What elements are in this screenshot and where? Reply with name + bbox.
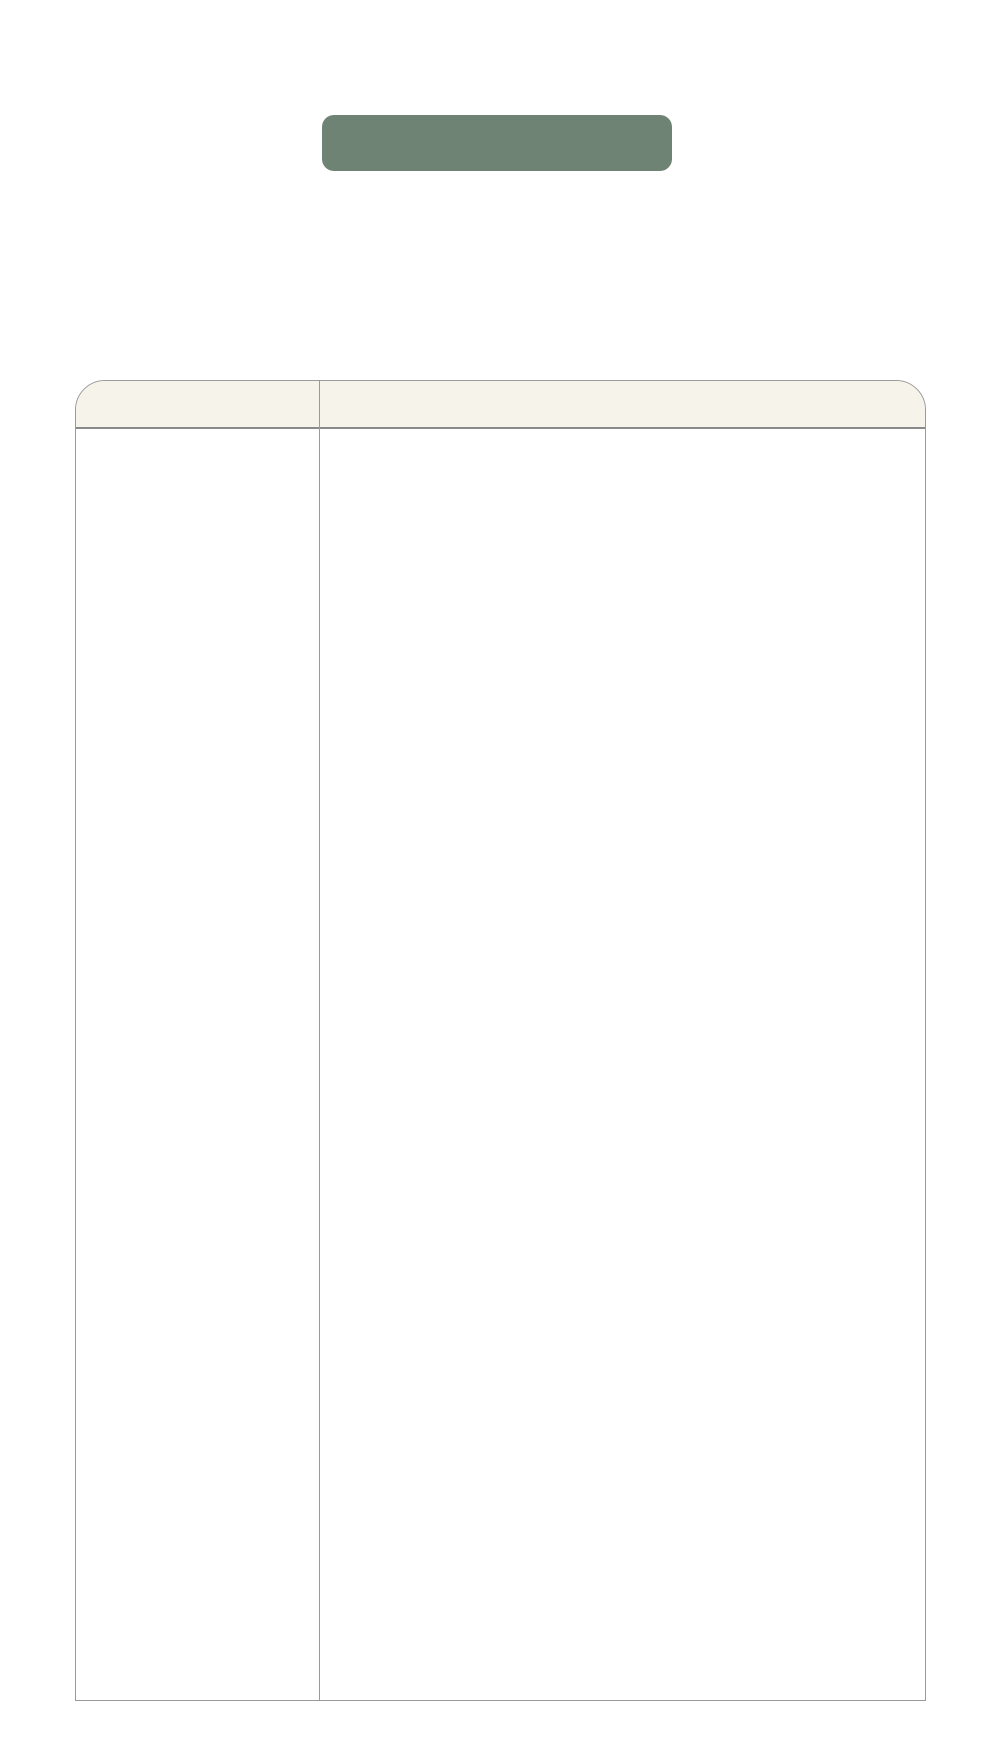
header-category bbox=[76, 381, 319, 427]
table-header bbox=[76, 381, 925, 429]
info-item-period bbox=[92, 310, 912, 352]
info-item-target bbox=[92, 268, 912, 310]
page-title bbox=[322, 115, 672, 171]
contest-table bbox=[75, 380, 926, 1701]
column-divider bbox=[319, 381, 320, 1700]
info-list bbox=[92, 226, 912, 352]
info-item-content bbox=[92, 226, 912, 268]
header-content bbox=[319, 381, 925, 427]
